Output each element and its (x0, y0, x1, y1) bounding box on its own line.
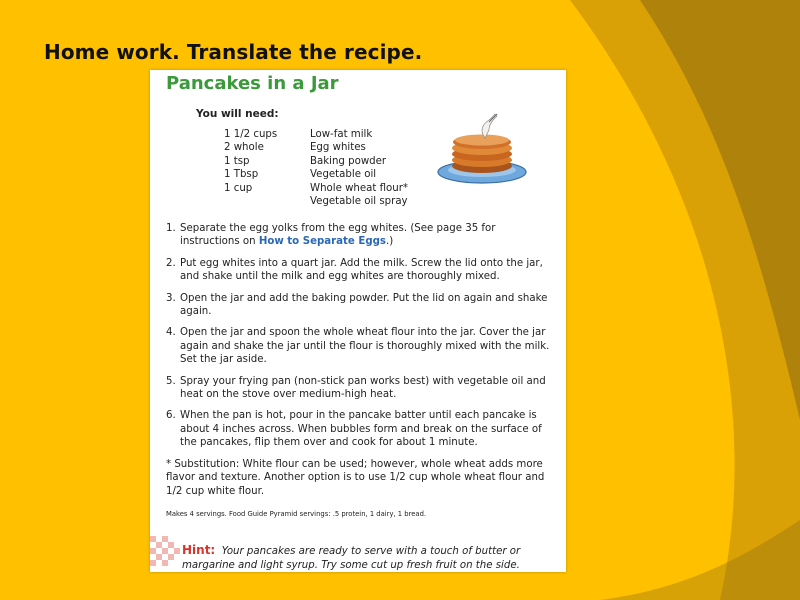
ingredients-heading: You will need: (196, 108, 279, 120)
ingredient-name: Whole wheat flour* (310, 182, 409, 194)
ingredient-quantity: 1 cup (224, 182, 253, 194)
step-text (180, 222, 556, 249)
ingredient-row (224, 195, 408, 208)
ingredient-list (224, 128, 408, 208)
ingredient-quantity: 2 whole (224, 142, 264, 154)
ingredient-quantity: 1 Tbsp (224, 169, 259, 181)
ingredient-quantity: 1 tsp (224, 155, 250, 167)
step-text-part: Separate the egg yolks from the egg whites. (See page 35 for instructions on (180, 223, 496, 248)
step-number: 6. (166, 410, 176, 422)
instruction-step (166, 326, 556, 366)
hint-box (150, 536, 566, 572)
step-text: When the pan is hot, pour in the pancake batter until each pancake is about 4 inches across. When bubbles form and break on the surface of the pancakes, flip them over and cook for about 1 minute. (180, 410, 542, 449)
checker-pattern-icon (150, 536, 180, 566)
instruction-step (166, 375, 556, 402)
ingredient-row (224, 155, 408, 168)
ingredient-name: Low-fat milk (310, 129, 373, 140)
instruction-step (166, 292, 556, 319)
step-text: Open the jar and add the baking powder. Put the lid on again and shake again. (180, 292, 548, 318)
step-number: 5. (166, 375, 176, 387)
step-number: 4. (166, 327, 176, 339)
ingredient-name: Baking powder (310, 155, 387, 167)
recipe-title: Pancakes in a Jar (166, 73, 339, 94)
step-text-part: .) (385, 236, 394, 248)
step-number: 1. (166, 223, 176, 234)
ingredient-name: Egg whites (310, 142, 366, 154)
substitution-note: * Substitution: White flour can be used; however, whole wheat adds more flavor and texture. Another option is to use 1/2 cup whole wheat flour and 1/2 cup white flour. (166, 458, 545, 497)
ingredient-quantity: 1 1/2 cups (224, 129, 278, 140)
hint-text (182, 543, 562, 572)
instruction-step (166, 222, 556, 249)
instruction-steps (166, 222, 556, 521)
hint-label: Hint: (182, 543, 216, 557)
slide-title: Home work. Translate the recipe. (44, 40, 423, 64)
ingredient-quantity (224, 195, 310, 208)
step-text: Put egg whites into a quart jar. Add the milk. Screw the lid onto the jar, and shake until the milk and egg whites are thoroughly mixed. (180, 257, 543, 283)
ingredient-row (224, 168, 408, 181)
step-number: 3. (166, 292, 176, 304)
ingredient-row (224, 141, 408, 154)
instruction-step (166, 257, 556, 284)
servings-note: Makes 4 servings. Food Guide Pyramid servings: .5 protein, 1 dairy, 1 bread. (166, 509, 427, 518)
ingredient-name: Vegetable oil (310, 169, 377, 181)
instruction-step (166, 409, 556, 449)
hint-body: Your pancakes are ready to serve with a touch of butter or margarine and light syrup. Try some cut up fresh fruit on the side. (182, 546, 521, 571)
step-text: Open the jar and spoon the whole wheat flour into the jar. Cover the jar again and shake the jar until the flour is thoroughly mixed with the milk. Set the jar aside. (180, 327, 550, 366)
step-text: Spray your frying pan (non-stick pan works best) with vegetable oil and heat on the stove over medium-high heat. (180, 375, 546, 401)
ingredient-name: Vegetable oil spray (310, 196, 408, 208)
pancake-stack-illustration (435, 112, 529, 186)
step-number: 2. (166, 257, 176, 269)
recipe-card (150, 70, 566, 572)
ingredient-row (224, 128, 408, 141)
ingredient-row (224, 182, 408, 195)
separate-eggs-link[interactable]: How to Separate Eggs (258, 236, 386, 248)
